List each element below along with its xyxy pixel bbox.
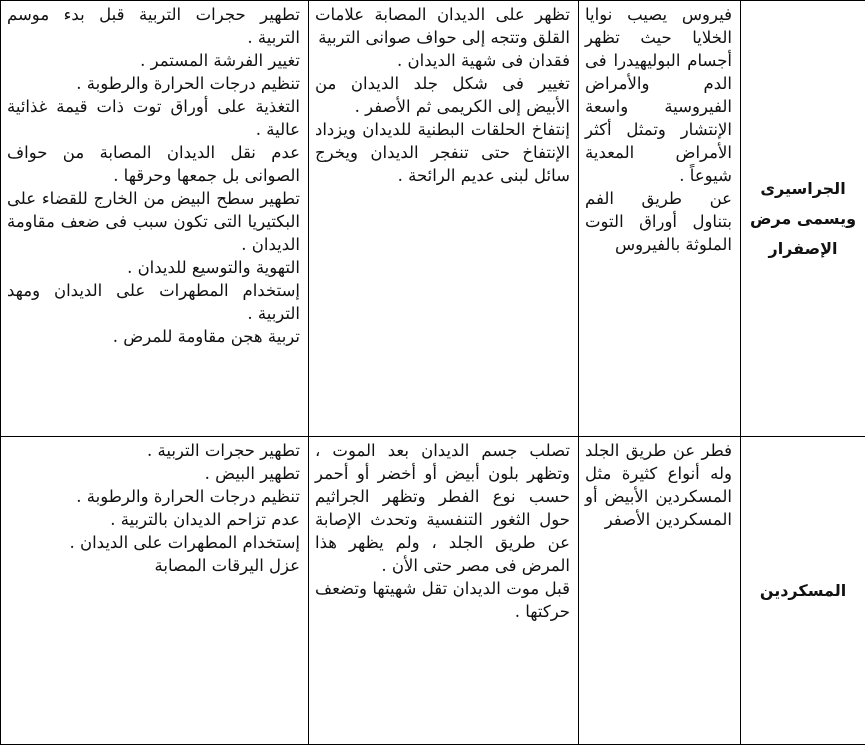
symptom-text: قبل موت الديدان تقل شهيتها وتضعف حركتها . bbox=[315, 577, 570, 623]
disease-name-cell bbox=[741, 1, 865, 437]
prevention-text: إستخدام المطهرات على الديدان . bbox=[7, 531, 300, 554]
cause-text: عن طريق الفم بتناول أوراق التوت الملوثة بالفيروس bbox=[585, 187, 732, 256]
symptoms-cell bbox=[309, 1, 579, 437]
table-row bbox=[1, 437, 865, 745]
symptom-text: فقدان فى شهية الديدان . bbox=[315, 49, 570, 72]
disease-name: المسكردين bbox=[745, 576, 861, 606]
prevention-text: تنظيم درجات الحرارة والرطوبة . bbox=[7, 485, 300, 508]
disease-name-cell bbox=[741, 437, 865, 745]
prevention-text: تطهير سطح البيض من الخارج للقضاء على البكتيريا التى تكون سبب فى ضعف مقاومة الديدان . bbox=[7, 187, 300, 256]
prevention-text: تطهير حجرات التربية . bbox=[7, 439, 300, 462]
table-row bbox=[1, 1, 865, 437]
disease-name: الإصفرار bbox=[745, 234, 861, 264]
symptom-text: تصلب جسم الديدان بعد الموت ، وتظهر بلون أبيض أو أخضر أو أحمر حسب نوع الفطر وتظهر الجراثيم حول الثغور التنفسية وتحدث الإصابة عن طريق الجلد ، ولم يظهر هذا المرض فى مصر حتى الأن . bbox=[315, 439, 570, 577]
prevention-text: التهوية والتوسيع للديدان . bbox=[7, 256, 300, 279]
cause-text: فيروس يصيب نوايا الخلايا حيث تظهر أجسام البوليهيدرا فى الدم والأمراض الفيروسية واسعة الإنتشار وتمثل أكثر الأمراض المعدية شيوعاً . bbox=[585, 3, 732, 187]
prevention-cell bbox=[1, 1, 309, 437]
symptom-text: إنتفاخ الحلقات البطنية للديدان ويزداد الإنتفاخ حتى تنفجر الديدان ويخرج سائل لبنى عديم الرائحة . bbox=[315, 118, 570, 187]
prevention-text: تغيير الفرشة المستمر . bbox=[7, 49, 300, 72]
prevention-cell bbox=[1, 437, 309, 745]
prevention-text: عدم تزاحم الديدان بالتربية . bbox=[7, 508, 300, 531]
prevention-text: تنظيم درجات الحرارة والرطوبة . bbox=[7, 72, 300, 95]
cause-cell bbox=[579, 1, 741, 437]
prevention-text: إستخدام المطهرات على الديدان ومهد التربية . bbox=[7, 279, 300, 325]
symptom-text: تظهر على الديدان المصابة علامات القلق وتتجه إلى حواف صوانى التربية bbox=[315, 3, 570, 49]
disease-name: ويسمى مرض bbox=[745, 204, 861, 234]
prevention-text: تربية هجن مقاومة للمرض . bbox=[7, 325, 300, 348]
disease-name: الجراسيرى bbox=[745, 174, 861, 204]
prevention-text: التغذية على أوراق توت ذات قيمة غذائية عالية . bbox=[7, 95, 300, 141]
prevention-text: عزل اليرقات المصابة bbox=[7, 554, 300, 577]
prevention-text: تطهير حجرات التربية قبل بدء موسم التربية . bbox=[7, 3, 300, 49]
cause-text: فطر عن طريق الجلد وله أنواع كثيرة مثل المسكردين الأبيض أو المسكردين الأصفر bbox=[585, 439, 732, 531]
symptom-text: تغيير فى شكل جلد الديدان من الأبيض إلى الكريمى ثم الأصفر . bbox=[315, 72, 570, 118]
symptoms-cell bbox=[309, 437, 579, 745]
cause-cell bbox=[579, 437, 741, 745]
prevention-text: تطهير البيض . bbox=[7, 462, 300, 485]
prevention-text: عدم نقل الديدان المصابة من حواف الصوانى بل جمعها وحرقها . bbox=[7, 141, 300, 187]
